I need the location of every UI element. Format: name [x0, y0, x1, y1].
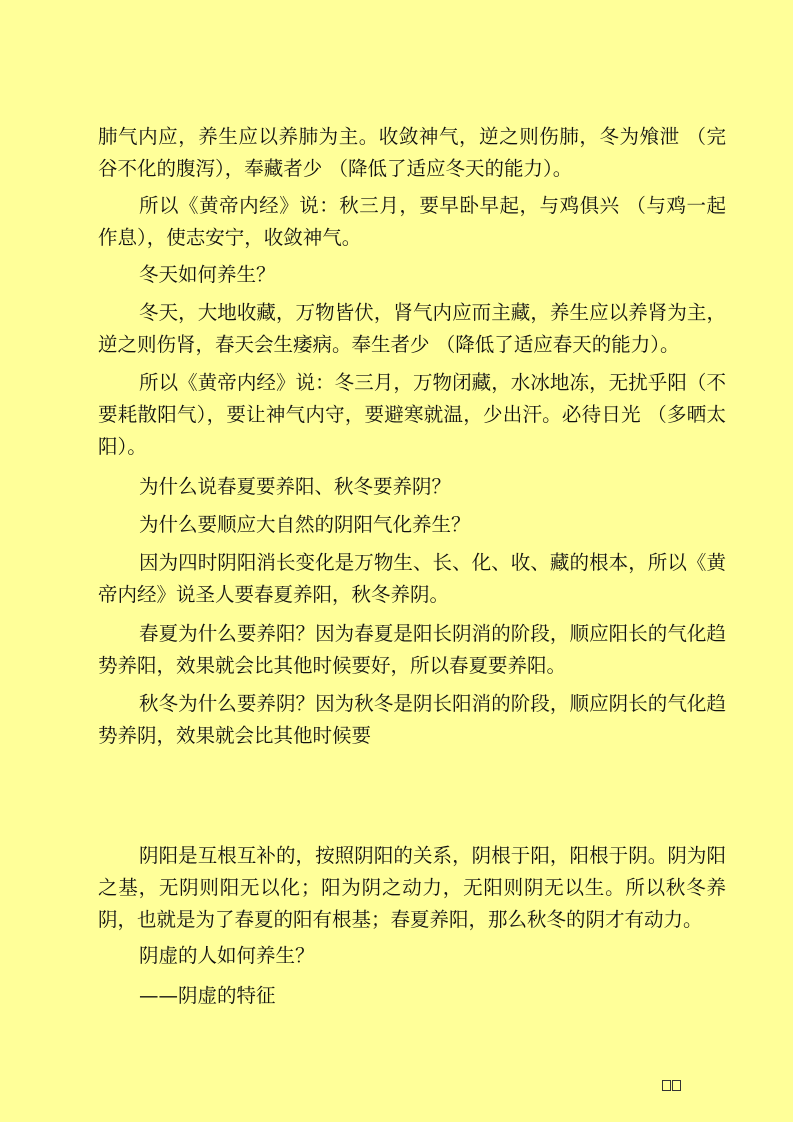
paragraph-autumn-winter: 秋冬为什么要养阴？因为秋冬是阴长阳消的阶段，顺应阴长的气化趋势养阴，效果就会比其他时候要	[98, 692, 726, 747]
glyph-box-icon	[662, 1080, 671, 1091]
heading-winter-question: 冬天如何养生？	[139, 263, 276, 286]
paragraph-winter-kidney: 冬天，大地收藏，万物皆伏，肾气内应而主藏，养生应以养肾为主，逆之则伤肾，春天会生痿病。奉生者少 （降低了适应春天的能力）。	[98, 301, 726, 356]
page-number-placeholder	[662, 1080, 684, 1094]
paragraph-four-seasons: 因为四时阴阳消长变化是万物生、长、化、收、藏的根本，所以《黄帝内经》说圣人要春夏养阳，秋冬养阴。	[98, 551, 726, 606]
heading-nature-question: 为什么要顺应大自然的阴阳气化养生？	[139, 513, 471, 536]
paragraph-winter-quote: 所以《黄帝内经》说：冬三月，万物闭藏，水冰地冻，无扰乎阳（不要耗散阳气），要让神气内守，要避寒就温，少出汗。必待日光 （多晒太阳）。	[98, 371, 726, 458]
paragraph-mutual-roots: 阴阳是互根互补的，按照阴阳的关系，阴根于阳，阳根于阴。阴为阳之基，无阴则阳无以化；阳为阴之动力，无阳则阴无以生。所以秋冬养阴，也就是为了春夏的阳有根基；春夏养阳，那么秋冬的阴才有动力。	[98, 844, 726, 931]
subheading-yin-deficiency-traits: ——阴虚的特征	[139, 984, 276, 1007]
paragraph-autumn-lung: 肺气内应，养生应以养肺为主。收敛神气，逆之则伤肺，冬为飧泄 （完谷不化的腹泻），奉藏者少 （降低了适应冬天的能力）。	[98, 125, 726, 180]
paragraph-spring-summer: 春夏为什么要养阳？因为春夏是阳长阴消的阶段，顺应阳长的气化趋势养阳，效果就会比其他时候要好，所以春夏要养阳。	[98, 622, 726, 677]
heading-yin-deficiency: 阴虚的人如何养生？	[139, 944, 315, 967]
glyph-box-icon	[672, 1080, 681, 1091]
heading-yin-yang-question: 为什么说春夏要养阳、秋冬要养阴？	[139, 475, 452, 498]
paragraph-autumn-quote: 所以《黄帝内经》说：秋三月，要早卧早起，与鸡俱兴 （与鸡一起作息），使志安宁，收敛神气。	[98, 194, 726, 249]
